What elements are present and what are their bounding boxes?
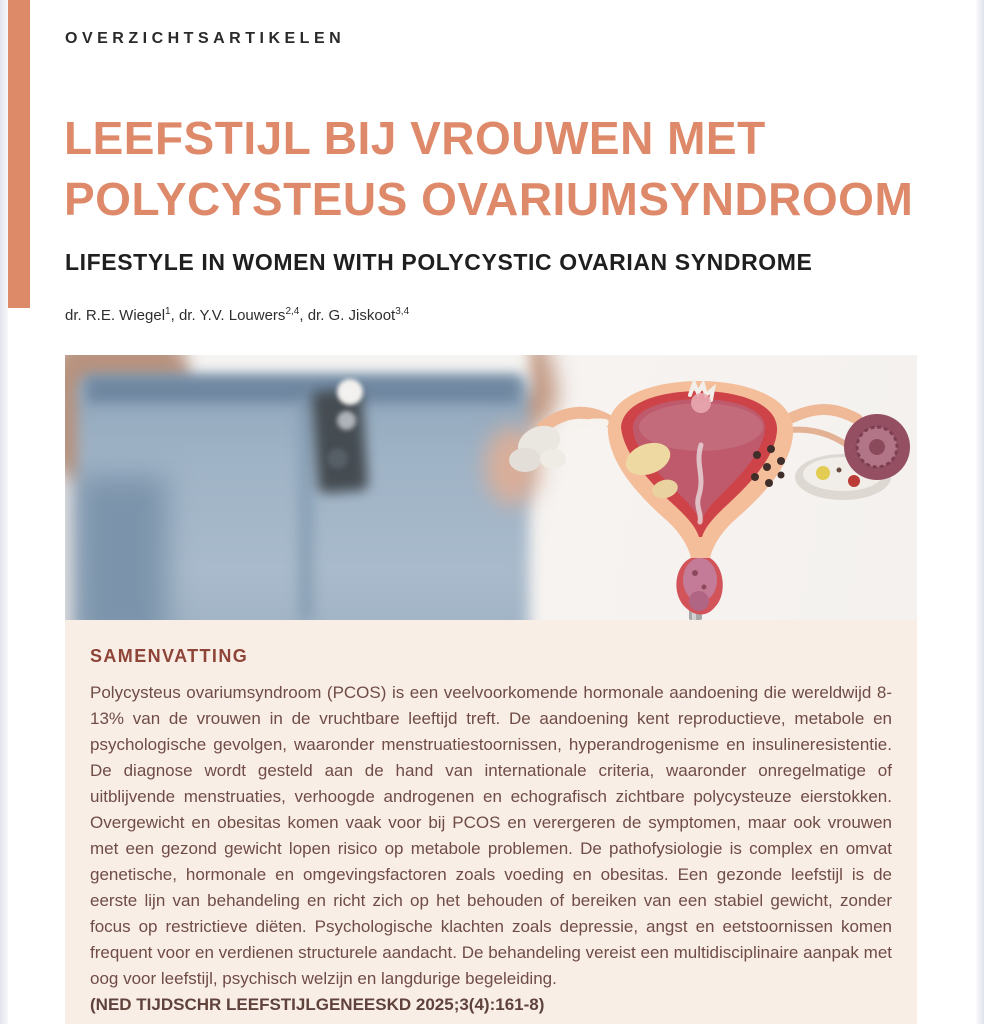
- summary-body: Polycysteus ovariumsyndroom (PCOS) is een veelvoorkomende hormonale aandoening die wereldwijd 8-13% van de vrouwen in de vruchtbare leeftijd treft. De aandoening kent reproductieve, metabole en psychologische gevolgen, waaronder menstruatiestoornissen, hyperandrogenisme en insulineresistentie. De diagnose wordt gesteld aan de hand van internationale criteria, waaronder onregelmatige of uitblijvende menstruaties, verhoogde androgenen en echografisch zichtbare polycysteuze eierstokken. Overgewicht en obesitas komen vaak voor bij PCOS en verergeren de symptomen, maar ook vrouwen met een gezond gewicht lopen risico op metabole problemen. De pathofysiologie is complex en omvat genetische, hormonale en omgevingsfactoren zoals voeding en obesitas. Een gezonde leefstijl is de eerste lijn van behandeling en richt zich op het behouden of bereiken van een stabiel gewicht, zonder focus op restrictieve diëten. Psychologische klachten zoals depressie, angst en eetstoornissen komen frequent voor en verdienen structurele aandacht. De behandeling vereist een multidisciplinaire aanpak met oog voor leefstijl, psychisch welzijn en langdurige begeleiding.: [90, 683, 892, 988]
- hero-image: [65, 355, 917, 620]
- photo-jeans-button-top: [337, 379, 363, 405]
- author-name-text: dr. G. Jiskoot: [307, 307, 396, 324]
- author-separator: ,: [299, 307, 308, 324]
- author-name-text: dr. Y.V. Louwers: [178, 307, 286, 324]
- journal-citation: (NED TIJDSCHR LEEFSTIJLGENEESKD 2025;3(4):161-8): [90, 995, 545, 1014]
- photo-jeans-seam: [301, 397, 311, 620]
- article-subtitle: LIFESTYLE IN WOMEN WITH POLYCYSTIC OVARIAN SYNDROME: [65, 249, 813, 275]
- article-title-line2: POLYCYSTEUS OVARIUMSYNDROOM: [64, 173, 914, 225]
- accent-bar: [8, 0, 30, 308]
- page-edge-right: [976, 0, 984, 1024]
- article-title-line1: LEEFSTIJL BIJ VROUWEN MET: [64, 112, 766, 164]
- photo-jeans-button-bottom: [327, 448, 348, 469]
- author-name: [179, 307, 299, 324]
- page-edge-left: [0, 0, 8, 1024]
- summary-box: [65, 620, 917, 1024]
- fallopian-tube-left: [509, 413, 615, 472]
- author-name: [308, 307, 409, 324]
- author-name: [65, 307, 171, 324]
- authors-line: [65, 306, 409, 324]
- ovary-right: [844, 414, 910, 480]
- photo-jeans-placket: [312, 388, 369, 493]
- author-affiliation: 1: [165, 306, 171, 317]
- photo-jeans-shadow: [77, 475, 167, 620]
- photo-jeans-button-middle: [337, 411, 356, 430]
- summary-heading: SAMENVATTING: [90, 646, 249, 666]
- section-kicker: OVERZICHTSARTIKELEN: [65, 30, 346, 47]
- author-separator: ,: [170, 307, 179, 324]
- author-affiliation: 3,4: [395, 306, 410, 317]
- uterus-model-illustration: [505, 355, 917, 620]
- article-title: [64, 108, 913, 230]
- cervix-canal: [676, 558, 722, 615]
- author-name-text: dr. R.E. Wiegel: [65, 307, 166, 324]
- author-affiliation: 2,4: [285, 306, 300, 317]
- uterus-body: [608, 381, 793, 558]
